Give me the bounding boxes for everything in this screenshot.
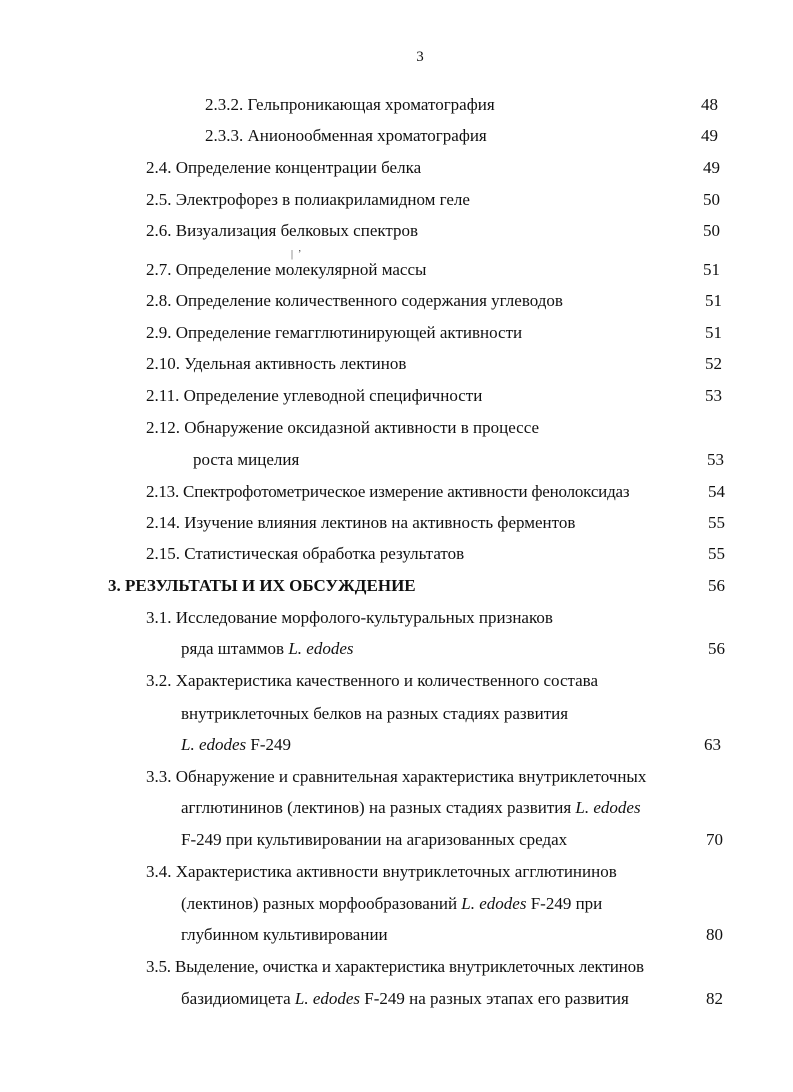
toc-entry-3-4-line3: глубинном культивировании [181,925,388,944]
toc-entry-2-6: 2.6. Визуализация белковых спектров [146,221,419,240]
toc-entry-2-4: 2.4. Определение концентрации белка [146,158,422,177]
toc-entry-2-3-2: 2.3.2. Гельпроникающая хроматография [205,95,495,114]
toc-entry-2-7: 2.7. Определение молекулярной массы [146,260,427,279]
toc-page-3-4: 80 [706,925,723,944]
toc-entry-3-5-line1: 3.5. Выделение, очистка и характеристика внутриклеточных лектинов [146,957,644,976]
toc-entry-3-4-line2: (лектинов) разных морфообразований L. edodes F-249 при [181,894,603,913]
toc-entry-3-3-line2: агглютининов (лектинов) на разных стадиях развития L. edodes [181,798,641,817]
toc-entry-3-2-line3: L. edodes F-249 [181,735,292,754]
toc-entry-3-2-line2: внутриклеточных белков на разных стадиях развития [181,704,569,723]
toc-entry-3-2-line1: 3.2. Характеристика качественного и количественного состава [146,671,599,690]
toc-entry-2-15: 2.15. Статистическая обработка результатов [146,544,465,563]
toc-entry-2-3-3: 2.3.3. Анионообменная хроматография [205,126,487,145]
toc-page-2-12: 53 [707,450,724,469]
toc-page-2-4: 49 [703,158,720,177]
toc-page-3-1: 56 [708,639,725,658]
toc-entry-2-5: 2.5. Электрофорез в полиакриламидном геле [146,190,470,209]
toc-page-2-10: 52 [705,354,722,373]
toc-entry-2-8: 2.8. Определение количественного содержания углеводов [146,291,563,310]
toc-entry-3-3-line1: 3.3. Обнаружение и сравнительная характеристика внутриклеточных [146,767,647,786]
toc-page-3-3: 70 [706,830,723,849]
toc-page-3-2: 63 [704,735,721,754]
toc-entry-3-4-line1: 3.4. Характеристика активности внутриклеточных агглютининов [146,862,617,881]
toc-entry-2-9: 2.9. Определение гемагглютинирующей активности [146,323,523,342]
toc-page-2-13: 54 [708,482,725,501]
page-number: 3 [416,49,424,65]
toc-entry-3-1-line2: ряда штаммов L. edodes [181,639,354,658]
toc-entry-2-10: 2.10. Удельная активность лектинов [146,354,407,373]
toc-page-2-9: 51 [705,323,722,342]
toc-page-3: 56 [708,576,725,595]
toc-page-2-3-2: 48 [701,95,718,114]
toc-entry-2-12-line1: 2.12. Обнаружение оксидазной активности в процессе [146,418,540,437]
scan-speck: | ’ [291,249,302,260]
toc-page-2-8: 51 [705,291,722,310]
toc-page-2-5: 50 [703,190,720,209]
toc-entry-2-13: 2.13. Спектрофотометрическое измерение активности фенолоксидаз [146,482,630,501]
toc-page-3-5: 82 [706,989,723,1008]
toc-entry-2-12-line2: роста мицелия [193,450,300,469]
toc-page-2-11: 53 [705,386,722,405]
toc-page-2-3-3: 49 [701,126,718,145]
toc-entry-3-3-line3: F-249 при культивировании на агаризованных средах [181,830,568,849]
toc-section-3-heading: 3. РЕЗУЛЬТАТЫ И ИХ ОБСУЖДЕНИЕ [108,576,416,595]
toc-page-2-14: 55 [708,513,725,532]
toc-page-2-15: 55 [708,544,725,563]
toc-entry-3-5-line2: базидиомицета L. edodes F-249 на разных этапах его развития [181,989,629,1008]
toc-page-2-7: 51 [703,260,720,279]
toc-entry-3-1-line1: 3.1. Исследование морфолого-культуральных признаков [146,608,553,627]
toc-entry-2-11: 2.11. Определение углеводной специфичности [146,386,483,405]
toc-page-2-6: 50 [703,221,720,240]
toc-entry-2-14: 2.14. Изучение влияния лектинов на активность ферментов [146,513,576,532]
